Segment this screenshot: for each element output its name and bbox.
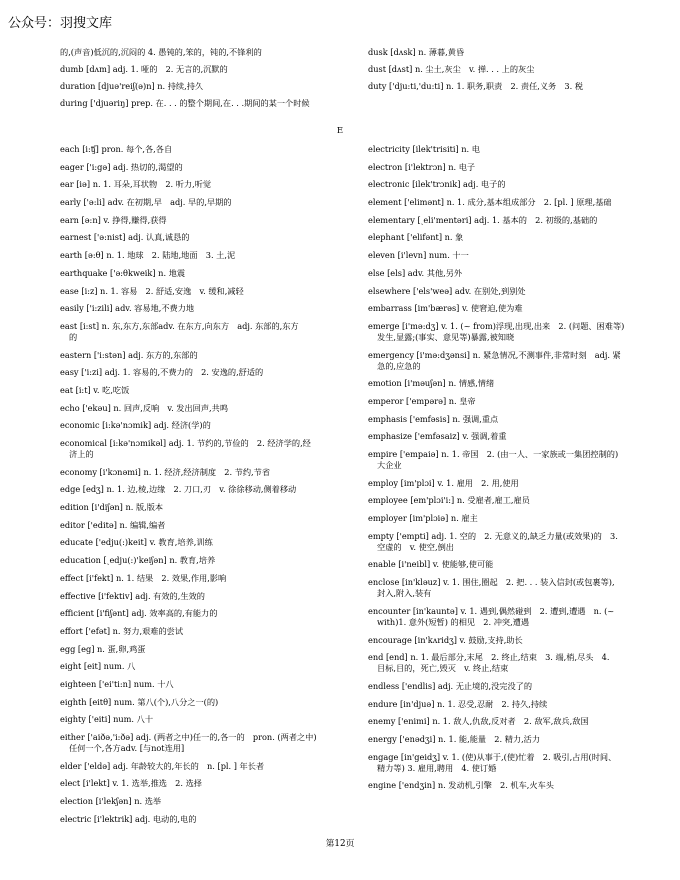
dictionary-entry [60, 661, 342, 672]
dictionary-entry [368, 286, 670, 297]
entry-text: elsewhere ['els'weə] adv. 在别处,到别处 [368, 285, 526, 296]
dictionary-entry [60, 467, 342, 478]
dictionary-entry [60, 250, 342, 261]
dictionary-entry [368, 232, 670, 243]
entry-text: edge [edʒ] n. 1. 边,棱,边缘 2. 刀口,刃 v. 徐徐移动,侧着移动 [60, 484, 297, 495]
entry-text: embarrass [im'bærəs] v. 使窘迫,使为难 [368, 303, 523, 314]
dictionary-entry [60, 484, 342, 495]
watermark-text: 公众号：羽搜文库 [8, 16, 113, 31]
dictionary-entry [368, 478, 670, 489]
entry-text: eight [eit] num. 八 [60, 661, 136, 672]
entry: duration [djuə'reiʃ(ə)n] n. 持续,持久 [60, 81, 204, 91]
dictionary-entry [368, 378, 670, 389]
entry-text: eager ['i:gə] adj. 热切的,渴望的 [60, 161, 183, 172]
dictionary-entry [368, 716, 670, 727]
dictionary-entry [60, 144, 342, 155]
entry: dusk [dʌsk] n. 薄暮,黄昏 [368, 47, 465, 57]
dictionary-entry [60, 573, 342, 584]
entry-text: enable [i'neibl] v. 使能够,使可能 [368, 559, 494, 570]
dictionary-entry [60, 537, 342, 548]
entry-continuation: 大企业 [377, 460, 402, 470]
entry-text: encourage [in'kʌridʒ] v. 鼓励,支持,助长 [368, 634, 523, 645]
entry-text: enclose [in'kləuz] v. 1. 围住,圈起 2. 把. . . 装入信封(或包裹等), [368, 577, 615, 588]
dictionary-entry [368, 431, 670, 442]
entry-text: eleven [i'levn] num. 十一 [368, 250, 469, 261]
entry-text: earnest ['ə:nist] adj. 认真,诚恳的 [60, 232, 190, 243]
entry-text: earn [ə:n] v. 挣得,赚得,获得 [60, 214, 167, 225]
dictionary-entry [368, 734, 670, 745]
dictionary-entry [60, 438, 342, 460]
dictionary-entry [368, 414, 670, 425]
entry-continuation: 发生,显露;(事实、意见等)暴露,被知晓 [377, 331, 515, 342]
entry-text: emotion [i'məuʃən] n. 情感,情绪 [368, 378, 495, 389]
dictionary-entry [60, 286, 342, 297]
entry-text: edition [i'diʃən] n. 版,版本 [60, 502, 164, 513]
dictionary-entry [60, 761, 342, 772]
dictionary-entry [60, 644, 342, 655]
entry-text: electron [i'lektrɔn] n. 电子 [368, 161, 476, 172]
dictionary-entry [368, 396, 670, 407]
entry-continuation: 任何一个,各方adv. [与not连用] [69, 743, 185, 753]
entry-text: endure [in'djuə] n. 1. 忍受,忍耐 2. 持久,持续 [368, 698, 548, 709]
dictionary-entry [368, 250, 670, 261]
top-right-column [368, 47, 668, 92]
entry-text: eastern ['i:stən] adj. 东方的,东部的 [60, 349, 198, 360]
entry-continuation: 济上的 [69, 449, 94, 459]
entry-text: electricity [ilek'trisiti] n. 电 [368, 144, 480, 154]
entry-text: engine ['endʒin] n. 发动机,引擎 2. 机车,火车头 [368, 780, 554, 791]
dictionary-entry [368, 449, 670, 471]
entry-text: emphasis ['emfəsis] n. 强调,重点 [368, 413, 499, 424]
entry-text: economic [i:kə'nɔmik] adj. 经济(学)的 [60, 420, 211, 431]
dictionary-entry [368, 197, 670, 208]
entry-text: editor ['editə] n. 编辑,编者 [60, 519, 166, 530]
dictionary-entry [60, 403, 342, 414]
dictionary-entry [60, 367, 342, 378]
dictionary-entry [60, 420, 342, 431]
entry-text: employee [em'plɔi'i:] n. 受雇者,雇工,雇员 [368, 495, 530, 506]
dictionary-entry [368, 179, 670, 190]
entry-text: empty ['empti] adj. 1. 空的 2. 无意义的,缺乏力量(或效果)的 3. [368, 530, 618, 541]
entry-text: easily ['i:zili] adv. 容易地,不费力地 [60, 303, 195, 314]
dictionary-entry [60, 321, 342, 343]
entry-continuation: 的 [69, 331, 78, 342]
entry-text: emphasize ['emfəsaiz] v. 强调,着重 [368, 431, 507, 442]
entry-text: eighteen ['ei'ti:n] num. 十八 [60, 678, 174, 689]
entry-text: ear [iə] n. 1. 耳朵,耳状物 2. 听力,听觉 [60, 179, 212, 190]
dictionary-entry [368, 531, 670, 553]
entry-text: earthquake ['ə:θkweik] n. 地震 [60, 267, 186, 278]
entry-text: elder ['eldə] adj. 年龄较大的,年长的 n. [pl. ] 年长者 [60, 760, 265, 771]
dictionary-entry [368, 652, 670, 674]
dictionary-entry [60, 714, 342, 725]
entry-text: elect [i'lekt] v. 1. 选举,推选 2. 选择 [60, 778, 202, 789]
entry-text: engage [in'geidʒ] v. 1. (使)从事于,(使)忙着 2. 吸引,占用(时间、 [368, 751, 617, 762]
dictionary-entry [368, 681, 670, 692]
dictionary-entry [368, 752, 670, 774]
dictionary-entry [60, 350, 342, 361]
entry-text: effort ['efət] n. 努力,艰难的尝试 [60, 625, 184, 636]
entry-text: efficient [i'fiʃənt] adj. 效率高的,有能力的 [60, 608, 218, 619]
entry-text: elementary [ˏeli'mentəri] adj. 1. 基本的 2. 初级的,基础的 [368, 214, 598, 225]
dictionary-entry [60, 179, 342, 190]
dictionary-entry [60, 555, 342, 566]
entry-text: effective [i'fektiv] adj. 有效的,生效的 [60, 590, 205, 601]
dictionary-entry [368, 162, 670, 173]
entry: 的,(声音)低沉的,沉闷的 4. 愚钝的,笨的，钝的,不锋利的 [60, 47, 262, 57]
entry-continuation: 封入,附入,装有 [377, 588, 432, 599]
dictionary-entry [60, 385, 342, 396]
entry-text: energy ['enədʒi] n. 1. 能,能量 2. 精力,活力 [368, 733, 541, 744]
entry-text: electronic [ilek'trɔnik] adj. 电子的 [368, 179, 506, 190]
dictionary-entry [368, 303, 670, 314]
entry-text: educate ['edju(:)keit] v. 教育,培养,训练 [60, 537, 213, 548]
entry-continuation: with)1. 意外(短暂) 的相见 2. 冲突,遭遇 [377, 616, 530, 627]
dictionary-entry [60, 197, 342, 208]
entry-text: eighth [eitθ] num. 第八(个),八分之一(的) [60, 696, 219, 707]
entry-text: each [i:ʧ] pron. 每个,各,各自 [60, 144, 173, 154]
entry-text: emerge [i'mə:dʒ] v. 1. (~ from)浮现,出现,出来 2. (问题、困难等) [368, 320, 625, 331]
entry-text: early ['ə:li] adv. 在初期,早 adj. 早的,早期的 [60, 197, 232, 208]
dictionary-entry [368, 495, 670, 506]
entry-text: encounter [in'kauntə] v. 1. 遇到,偶然碰到 2. 遭到,遭遇 n. (~ [368, 605, 615, 616]
entry-text: eighty ['eiti] num. 八十 [60, 714, 154, 725]
left-entries-column [60, 144, 342, 825]
entry: dust [dʌst] n. 尘土,灰尘 v. 掸. . . 上的灰尘 [368, 64, 535, 74]
entry-text: earth [ə:θ] n. 1. 地球 2. 陆地,地面 3. 土,泥 [60, 250, 236, 261]
dictionary-entry [60, 502, 342, 513]
dictionary-entry [368, 513, 670, 524]
entry: during ['djuəriŋ] prep. 在. . . 的整个期间,在. . .期间的某一个时候 [60, 98, 310, 108]
top-left-column [60, 47, 345, 109]
entry-continuation: 空虚的 v. 使空,倒出 [377, 541, 454, 552]
dictionary-entry [60, 591, 342, 602]
dictionary-entry [60, 608, 342, 619]
page-number: 第12页 [325, 839, 355, 849]
dictionary-entry [60, 796, 342, 807]
entry-text: economy [i'kɔnəmi] n. 1. 经济,经济制度 2. 节约,节省 [60, 466, 271, 477]
dictionary-entry [368, 635, 670, 646]
dictionary-entry [60, 162, 342, 173]
dictionary-entry [60, 626, 342, 637]
entry-text: election [i'lekʃən] n. 选举 [60, 796, 162, 807]
entry-text: element ['elimənt] n. 1. 成分,基本组成部分 2. [pl. ] 原理,基础 [368, 197, 612, 208]
entry-text: emergency [i'mə:dʒənsi] n. 紧急情况,不测事件,非常时刻 adj. 紧 [368, 349, 621, 360]
entry-text: empire ['empaiə] n. 1. 帝国 2. (由一人、一家族或一集团控制的) [368, 449, 619, 459]
dictionary-entry [60, 268, 342, 279]
right-entries-column [368, 144, 670, 791]
dictionary-entry [368, 268, 670, 279]
entry-text: emperor ['empərə] n. 皇帝 [368, 395, 476, 406]
entry-text: employer [im'plɔiə] n. 雇主 [368, 513, 478, 524]
dictionary-entry [368, 321, 670, 343]
entry-text: eat [i:t] v. 吃,吃饭 [60, 384, 130, 395]
entry-continuation: 目标,目的，死亡,毁灭 v. 终止,结束 [377, 663, 509, 674]
dictionary-entry [60, 732, 342, 754]
entry-text: egg [eg] n. 蛋,卵,鸡蛋 [60, 643, 146, 654]
dictionary-entry [368, 215, 670, 226]
entry: duty ['dju:ti,'du:ti] n. 1. 职务,职责 2. 责任,义务 3. 税 [368, 81, 584, 91]
dictionary-entry [368, 606, 670, 628]
entry-continuation: 急的,应急的 [377, 360, 421, 371]
entry-text: effect [i'fekt] n. 1. 结果 2. 效果,作用,影响 [60, 572, 227, 583]
dictionary-entry [60, 679, 342, 690]
entry-text: elephant ['elifənt] n. 象 [368, 232, 464, 243]
dictionary-entry [60, 814, 342, 825]
entry-text: electric [i'lektrik] adj. 电动的,电的 [60, 813, 197, 824]
dictionary-entry [60, 520, 342, 531]
entry: dumb [dʌm] adj. 1. 哑的 2. 无言的,沉默的 [60, 64, 228, 74]
dictionary-entry [60, 215, 342, 226]
entry-text: economical [i:kə'nɔmikəl] adj. 1. 节约的,节俭的 2. 经济学的,经 [60, 438, 311, 448]
dictionary-entry [368, 559, 670, 570]
entry-text: education [ˏedju(:)'keiʃən] n. 教育,培养 [60, 555, 216, 566]
dictionary-entry [368, 780, 670, 791]
dictionary-entry [60, 232, 342, 243]
entry-text: else [els] adv. 其他,另外 [368, 267, 463, 278]
dictionary-entry [60, 778, 342, 789]
entry-text: endless ['endlis] adj. 无止境的,没完没了的 [368, 680, 533, 691]
dictionary-entry [368, 350, 670, 372]
entry-text: either ['aiðə,'i:ðə] adj. (两者之中)任一的,各一的 pron. (两者之中) [60, 732, 317, 742]
entry-text: end [end] n. 1. 最后部分,末尾 2. 终止,结束 3. 端,梢,尽头 4. [368, 652, 610, 663]
entry-text: easy ['i:zi] adj. 1. 容易的,不费力的 2. 安逸的,舒适的 [60, 367, 264, 378]
section-letter: E [336, 126, 344, 136]
entry-text: employ [im'plɔi] v. 1. 雇用 2. 用,使用 [368, 477, 519, 488]
entry-continuation: 精力等) 3. 雇用,聘用 4. 使订婚 [377, 762, 497, 773]
dictionary-entry [60, 697, 342, 708]
entry-text: enemy ['enimi] n. 1. 敌人,仇敌,反对者 2. 敌军,敌兵,敌国 [368, 716, 589, 727]
dictionary-entry [368, 577, 670, 599]
entry-text: echo ['ekəu] n. 回声,反响 v. 发出回声,共鸣 [60, 402, 229, 413]
entry-text: east [i:st] n. 东,东方,东部adv. 在东方,向东方 adj. 东部的,东方 [60, 320, 299, 331]
dictionary-entry [368, 144, 670, 155]
dictionary-entry [60, 303, 342, 314]
entry-text: ease [i:z] n. 1. 容易 2. 舒适,安逸 v. 缓和,减轻 [60, 285, 244, 296]
dictionary-entry [368, 699, 670, 710]
